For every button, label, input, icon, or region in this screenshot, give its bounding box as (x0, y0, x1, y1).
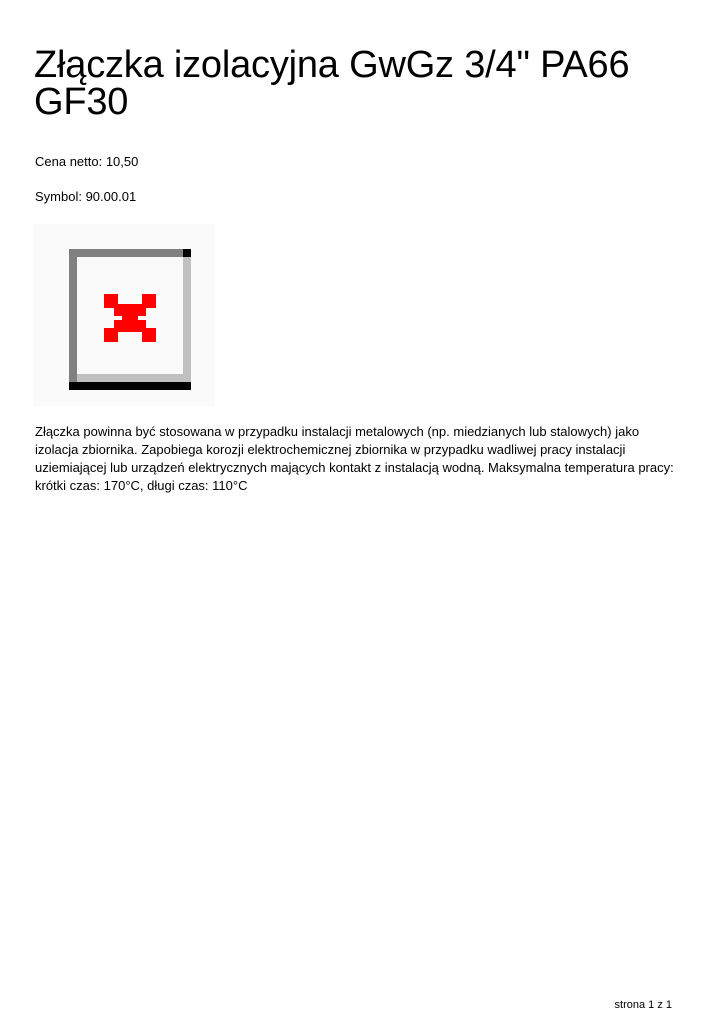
product-description: Złączka powinna być stosowana w przypadku instalacji metalowych (np. miedzianych lub stalowych) jako izolacja zbiornika. Zapobiega korozji elektrochemicznej zbiornika w przypadku wadliwej pracy instalacji uziemiającej lub urządzeń elektrycznych mających kontakt z instalacją wodną. Maksymalna temperatura pracy: krótki czas: 170°C, długi czas: 110°C (35, 424, 674, 493)
product-symbol: Symbol: 90.00.01 (35, 189, 137, 204)
product-image-placeholder (33, 224, 215, 406)
page-number: strona 1 z 1 (614, 999, 672, 1011)
broken-image-icon (69, 249, 191, 390)
product-title: Złączka izolacyjna GwGz 3/4" PA66 GF30 (34, 44, 630, 123)
net-price: Cena netto: 10,50 (35, 154, 139, 169)
